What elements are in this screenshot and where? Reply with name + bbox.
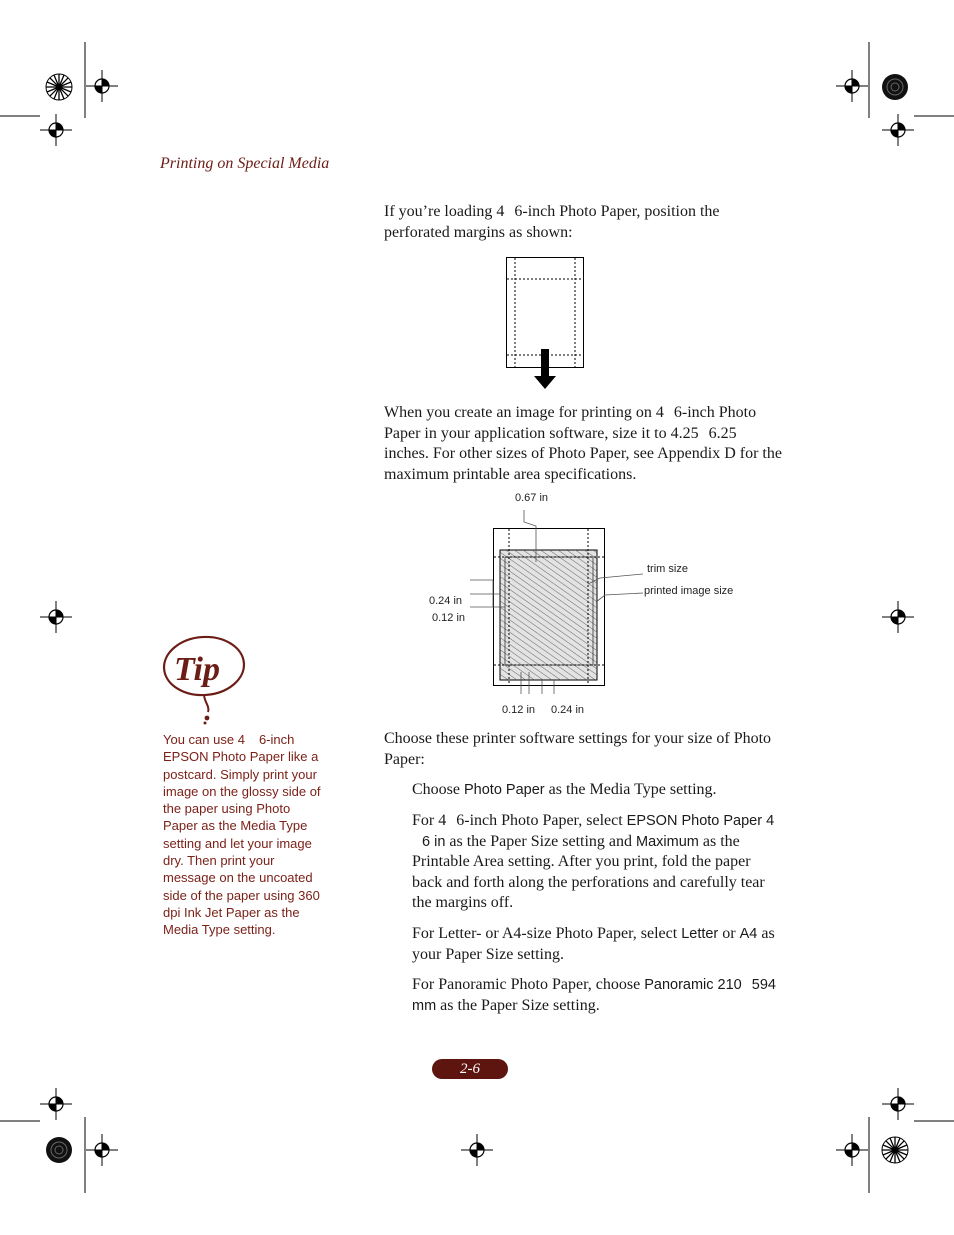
printable-area-diagram [460,500,660,700]
intro-paragraph [384,202,784,243]
step-media-type [412,780,784,801]
tip-logo-icon [160,632,252,728]
page-number-badge: 2-6 [432,1059,508,1079]
setting-6-in: 6 in [422,833,446,850]
left-margin-label-1: 0.24 in [429,595,463,607]
step3-text: For Letter- or A4-size Photo Paper, select [412,925,682,942]
bottom-margin-label-2: 0.24 in [551,704,585,716]
setting-594-mm: 594 mm [412,977,776,1014]
top-margin-label: 0.67 in [515,492,549,504]
step-paper-size-4x6 [412,811,784,914]
step1-text: Choose [412,781,464,798]
setting-a4: A4 [739,926,758,942]
step4-text-end: as the Paper Size setting. [436,996,600,1014]
trim-size-label: trim size [647,563,688,575]
running-head: Printing on Special Media [160,155,330,172]
intro-text-part-a: If you’re loading 4 [384,203,505,220]
step-paper-size-letter-a4 [412,924,784,965]
printed-image-hatch [500,550,597,680]
step2-text-end: as the Printable Area setting. After you print, fold the paper back and forth along the perforations and carefully tear the margins off. [412,832,765,911]
size-note-part-a: When you create an image for printing on 4 [384,404,664,421]
step3-text-mid: or [718,925,740,942]
setting-photo-paper: Photo Paper [464,782,545,798]
step2-text-b: 6-inch Photo Paper, select [456,812,627,829]
step1-text-end: as the Media Type setting. [544,781,717,798]
setting-maximum: Maximum [636,833,699,850]
tip-text-part-b: 6-inch EPSON Photo Paper like a postcard. Simply print your image on the glossy side of the paper using Photo Paper as the Media Type setting and let your image dry. Then print your message on the uncoated side of the paper using 360 dpi Ink Jet Paper as the Media Type setting. [163,732,321,938]
printed-image-size-label: printed image size [644,585,734,597]
bottom-margin-label-1: 0.12 in [502,704,536,716]
step2-text-a: For 4 [412,812,447,829]
setting-panoramic-210: Panoramic 210 [644,977,742,993]
size-note-paragraph [384,403,784,485]
size-note-part-c: 6.25 inches. For other sizes of Photo Paper, see Appendix D for the maximum printable area specifications. [384,424,782,483]
size-note-part-b: 6-inch Photo Paper in your application software, size it to 4.25 [384,404,757,442]
step3-text-end: as your Paper Size setting. [412,925,775,963]
tip-text [163,731,328,939]
tip-text-part-a: You can use 4 [163,732,245,747]
step4-text: For Panoramic Photo Paper, choose [412,976,645,993]
step-paper-size-panoramic [412,975,784,1016]
intro-text-part-b: 6-inch Photo Paper, position the perforated margins as shown: [384,203,720,241]
perforation-diagram [500,252,590,392]
tip-logo-text: Tip [174,651,220,688]
step2-text-mid: as the Paper Size setting and [445,832,637,850]
left-margin-label-2: 0.12 in [432,612,466,624]
setting-epson-photo-paper: EPSON Photo Paper 4 [626,813,775,829]
setting-letter: Letter [681,926,719,942]
instructions-intro: Choose these printer software settings for your size of Photo Paper: [384,730,772,768]
